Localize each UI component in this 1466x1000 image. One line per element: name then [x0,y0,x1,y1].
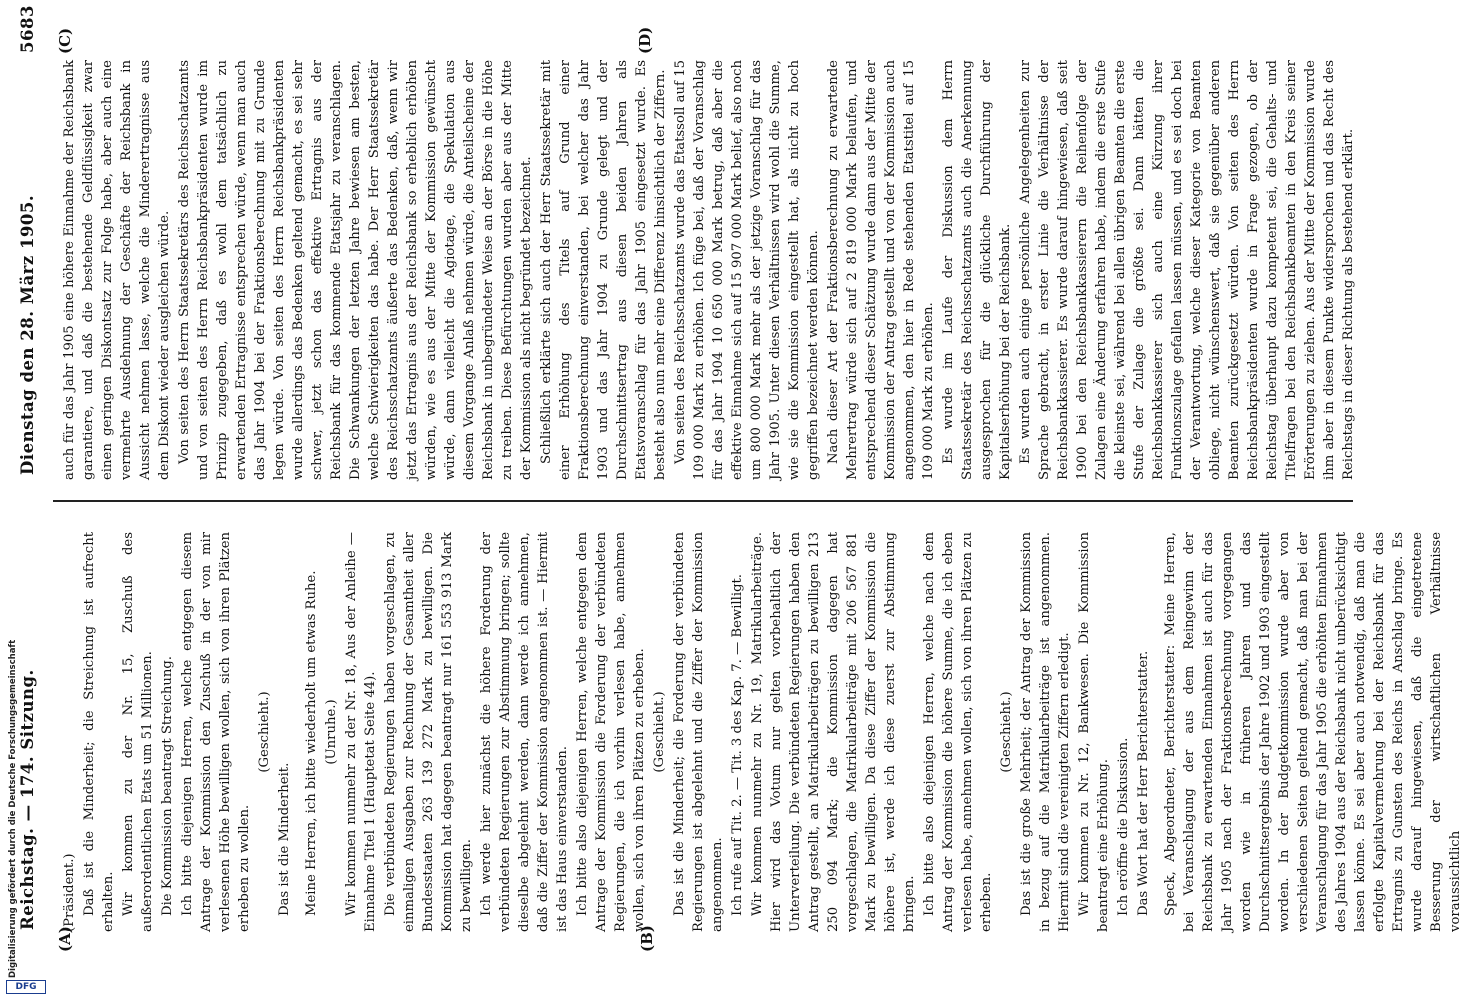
dfg-logo [6,980,46,994]
paragraph: Nach dieser Art der Fraktionsberechnung zu erwartende Mehrertrag würde sich auf 2 819 000 Mark belaufen, und entsprechend dieser Schätzung wurde dann aus der Mitte der Kommission der Antrag gestellt und von der Kommission auch angenommen, den hier in Rede stehenden Etatstitel auf 15 109 000 Mark zu erhöhen. [826,60,936,480]
header-center: Dienstag den 28. März 1905. [18,194,37,475]
paragraph: auch für das Jahr 1905 eine höhere Einnahme der Reichsbank garantiere, und daß die bestehende Geldflüssigkeit zwar einen geringen Diskontsatz zur Folge habe, aber auch eine vermehrte Ausdehnung der Geschäfte der Reichsbank in Aussicht nehmen lasse, welche die Minderertragnisse aus dem Diskont wieder ausgleichen würde. [62,60,172,480]
digitization-credit: Digitalisierung gefördert durch die Deutsche Forschungsgemeinschaft [8,639,18,978]
paragraph: Ich werde hier zunächst die höhere Forderung der verbündeten Regierungen zur Abstimmung bringen; sollte dieselbe abgelehnt werden, dann werde ich annehmen, daß die Ziffer der Kommission angenommen ist. — Hiermit ist das Haus einverstanden. [479,532,570,932]
paragraph: Ich bitte also diejenigen Herren, welche nach dem Antrag der Kommission die höhere Summe, die ich eben verlesen habe, annehmen wollen, sich von ihren Plätzen zu erheben. [922,532,994,932]
column-divider [53,500,1353,502]
page-number: 5683 [18,5,37,53]
paragraph: Das ist die große Mehrheit; der Antrag der Kommission in bezug auf die Matrikularbeiträge ist angenommen. Hiermit sind die vereinigten Ziffern erledigt. [1019,532,1072,932]
paragraph: Ich bitte also diejenigen Herren, welche entgegen dem Antrage der Kommission die Forderung der verbündeten Regierungen, die ich vorhin verlesen habe, annehmen wollen, sich von ihren Plätzen zu erheben. [575,532,647,932]
paragraph: Es wurden auch einige persönliche Angelegenheiten zur Sprache gebracht, in erster Linie die Verhältnisse der Reichsbankkassierer. Es wurde darauf hingewiesen, daß seit 1900 bei den Reichsbankkassierern die Reihenfolge der Zulagen eine Änderung erfahren habe, indem die erste Stufe die kleinste sei, während bei allen übrigen Beamten die erste Stufe der Zulage die größte sei. Dann hätten die Reichsbankkassierer sich auch eine Kürzung ihrer Funktionszulage gefallen lassen müssen, und es sei doch bei der Verantwortung, welche dieser Kategorie von Beamten obliege, nicht wünschenswert, daß sie gegenüber anderen Beamten zurückgesetzt würden. Von seiten des Herrn Reichsbankpräsidenten wurde in Frage gezogen, ob der Reichstag überhaupt dazu kompetent sei, die Gehalts- und Titelfragen bei den Reichsbankbeamten in den Kreis seiner Erörterungen zu ziehen. Aus der Mitte der Kommission wurde ihm aber in diesem Punkte widersprochen und das Recht des Reichstags in dieser Richtung als bestehend erklärt. [1018,60,1356,480]
margin-letter-a: (A) [56,926,74,952]
paragraph: Ich rufe auf Tit. 2. — Tit. 3 des Kap. 7. — Bewilligt. [730,574,745,916]
paragraph: Das Wort hat der Herr Berichterstatter. [1136,650,1151,916]
page-header [18,5,44,930]
left-column [60,532,1466,932]
paragraph: Das ist die Minderheit; die Forderung der verbündeten Regierungen ist abgelehnt und die Ziffer der Kommission angenommen. [672,532,725,932]
paragraph: Von seiten des Reichsschatzamts wurde das Etatssoll auf 15 109 000 Mark zu erhöhen. Ich füge bei, daß der Voranschlag für das Jahr 1904 10 650 000 Mark betrug, daß aber die effektive Einnahme sich auf 15 907 000 Mark belief, also noch um 800 000 Mark mehr als der jetzige Voranschlag für das Jahr 1905. Unter diesen Verhältnissen wird wohl die Summe, wie sie die Kommission eingestellt hat, als nicht zu hoch gegriffen bezeichnet werden können. [673,60,821,480]
stage-direction: (Geschieht.) [999,691,1014,773]
paragraph: Wir kommen zu Nr. 12, Bankwesen. Die Kommission beantragt eine Erhöhung. [1077,532,1111,932]
paragraph: Schließlich erklärte sich auch der Herr Staatssekretär mit einer Erhöhung des Titels auf Grund einer Fraktionsberechnung einverstanden, bei welcher das Jahr 1903 und das Jahr 1904 zu Grunde gelegt und der Durchschnittsertrag aus diesen beiden Jahren als Etatsvoranschlag für das Jahr 1905 eingesetzt wurde. Es besteht also nun mehr eine Differenz hinsichtlich der Ziffern. [539,60,668,480]
stage-direction: (Geschieht.) [652,691,667,773]
paragraph: Wir kommen nunmehr zu der Nr. 18, Aus der Anleihe — Einnahme Titel 1 (Hauptetat Seite 44). [344,532,378,932]
paragraph: Ich eröffne die Diskussion. [1116,737,1131,916]
stage-direction: (Geschieht.) [257,691,272,773]
margin-letter-b: (B) [638,925,656,952]
paragraph: Die verbündeten Regierungen haben vorgeschlagen, zu einmaligen Ausgaben zur Rechnung der Gesamtheit aller Bundesstaaten 263 139 272 Mark zu bewilligen. Die Kommission hat dagegen beantragt nur 161 553 913 Mark zu bewilligen. [383,532,474,932]
paragraph: Speck, Abgeordneter, Berichterstatter: Meine Herren, bei Veranschlagung der aus dem Reingewinn der Reichsbank zu erwartenden Einnahmen ist auch für das Jahr 1905 nach der Fraktionsberechnung vorgegangen worden wie in früheren Jahren und das Durchschnittsergebnis der Jahre 1902 und 1903 eingestellt worden. In der Budgetkommission wurde aber von verschiedenen Seiten geltend gemacht, daß man bei der Veranschlagung für das Jahr 1905 die erhöhten Einnahmen des Jahres 1904 aus der Reichsbank nicht unberücksichtigt lassen könne. Es sei aber auch notwendig, daß man die erfolgte Kapitalvermehrung bei der Reichsbank für das Ertragnis zu Gunsten des Reichs in Anschlag bringe. Es wurde darauf hingewiesen, daß die eingetretene Besserung der wirtschaftlichen Verhältnisse voraussichtlich [1163,532,1463,932]
paragraph: Von seiten des Herrn Staatssekretärs des Reichsschatzamts und von seiten des Herrn Reichsbankpräsidenten wurde im Prinzip zugegeben, daß es wohl dem tatsächlich zu erwartenden Ertragnisse entsprechen würde, wenn man auch das Jahr 1904 bei der Fraktionsberechnung mit zu Grunde legen würde. Von seiten des Herrn Reichsbankpräsidenten wurde allerdings das Bedenken geltend gemacht, es sei sehr schwer, jetzt schon das effektive Ertragnis aus der Reichsbank für das kommende Etatsjahr zu veranschlagen. Die Schwankungen der letzten Jahre bewiesen am besten, welche Schwierigkeiten das habe. Der Herr Staatssekretär des Reichsschatzamts äußerte das Bedenken, daß, wenn wir jetzt das Ertragnis aus der Reichsbank so erheblich erhöhen würden, wie es aus der Mitte der Kommission gewünscht würde, dann vielleicht die Agiotage, die Spekulation aus diesem Vorgange Anlaß nehmen würde, die Anteilscheine der Reichsbank in unbegründeter Weise an der Börse in die Höhe zu treiben. Diese Befürchtungen wurden aber aus der Mitte der Kommission als nicht begründet bezeichnet. [177,60,534,480]
paragraph: Meine Herren, ich bitte wiederholt um etwas Ruhe. [304,570,319,916]
paragraph: Die Kommission beantragt Streichung. [160,656,175,916]
paragraph: Wir kommen nunmehr zu Nr. 19, Matrikularbeiträge. Hier wird das Votum nur gelten vorbehaltlich der Unterverteilung. Die verbündeten Regierungen haben den Antrag gestellt, an Matrikularbeiträgen zu bewilligen 213 250 094 Mark; die Kommission dagegen hat vorgeschlagen, die Matrikularbeiträge mit 206 567 881 Mark zu bewilligen. Da diese Ziffer der Kommission die höhere ist, werde ich diese zuerst zur Abstimmung bringen. [750,532,917,932]
margin-letter-c: (C) [56,27,74,54]
paragraph: Wir kommen zu der Nr. 15, Zuschuß des außerordentlichen Etats um 51 Millionen. [121,532,155,932]
right-column [60,60,1359,480]
paragraph: Ich bitte diejenigen Herren, welche entgegen diesem Antrage der Kommission den Zuschuß in der von mir verlesenen Höhe bewilligen wollen, sich von ihren Plätzen erheben zu wollen. [180,532,252,932]
margin-letter-d: (D) [636,26,654,54]
paragraph: Es wurde im Laufe der Diskussion dem Herrn Staatssekretär des Reichsschatzamts auch die Anerkennung ausgesprochen für die glückliche Durchführung der Kapitalserhöhung bei der Reichsbank. [941,60,1013,480]
paragraph: Das ist die Minderheit. [277,762,292,916]
paragraph: (Präsident.) [62,853,77,932]
header-left: Reichstag. — 174. Sitzung. [18,669,37,930]
dfg-logo-text: DFG [15,982,37,992]
stage-direction: (Unruhe.) [324,699,339,765]
paragraph: Daß ist die Minderheit; die Streichung ist aufrecht erhalten. [82,532,116,932]
